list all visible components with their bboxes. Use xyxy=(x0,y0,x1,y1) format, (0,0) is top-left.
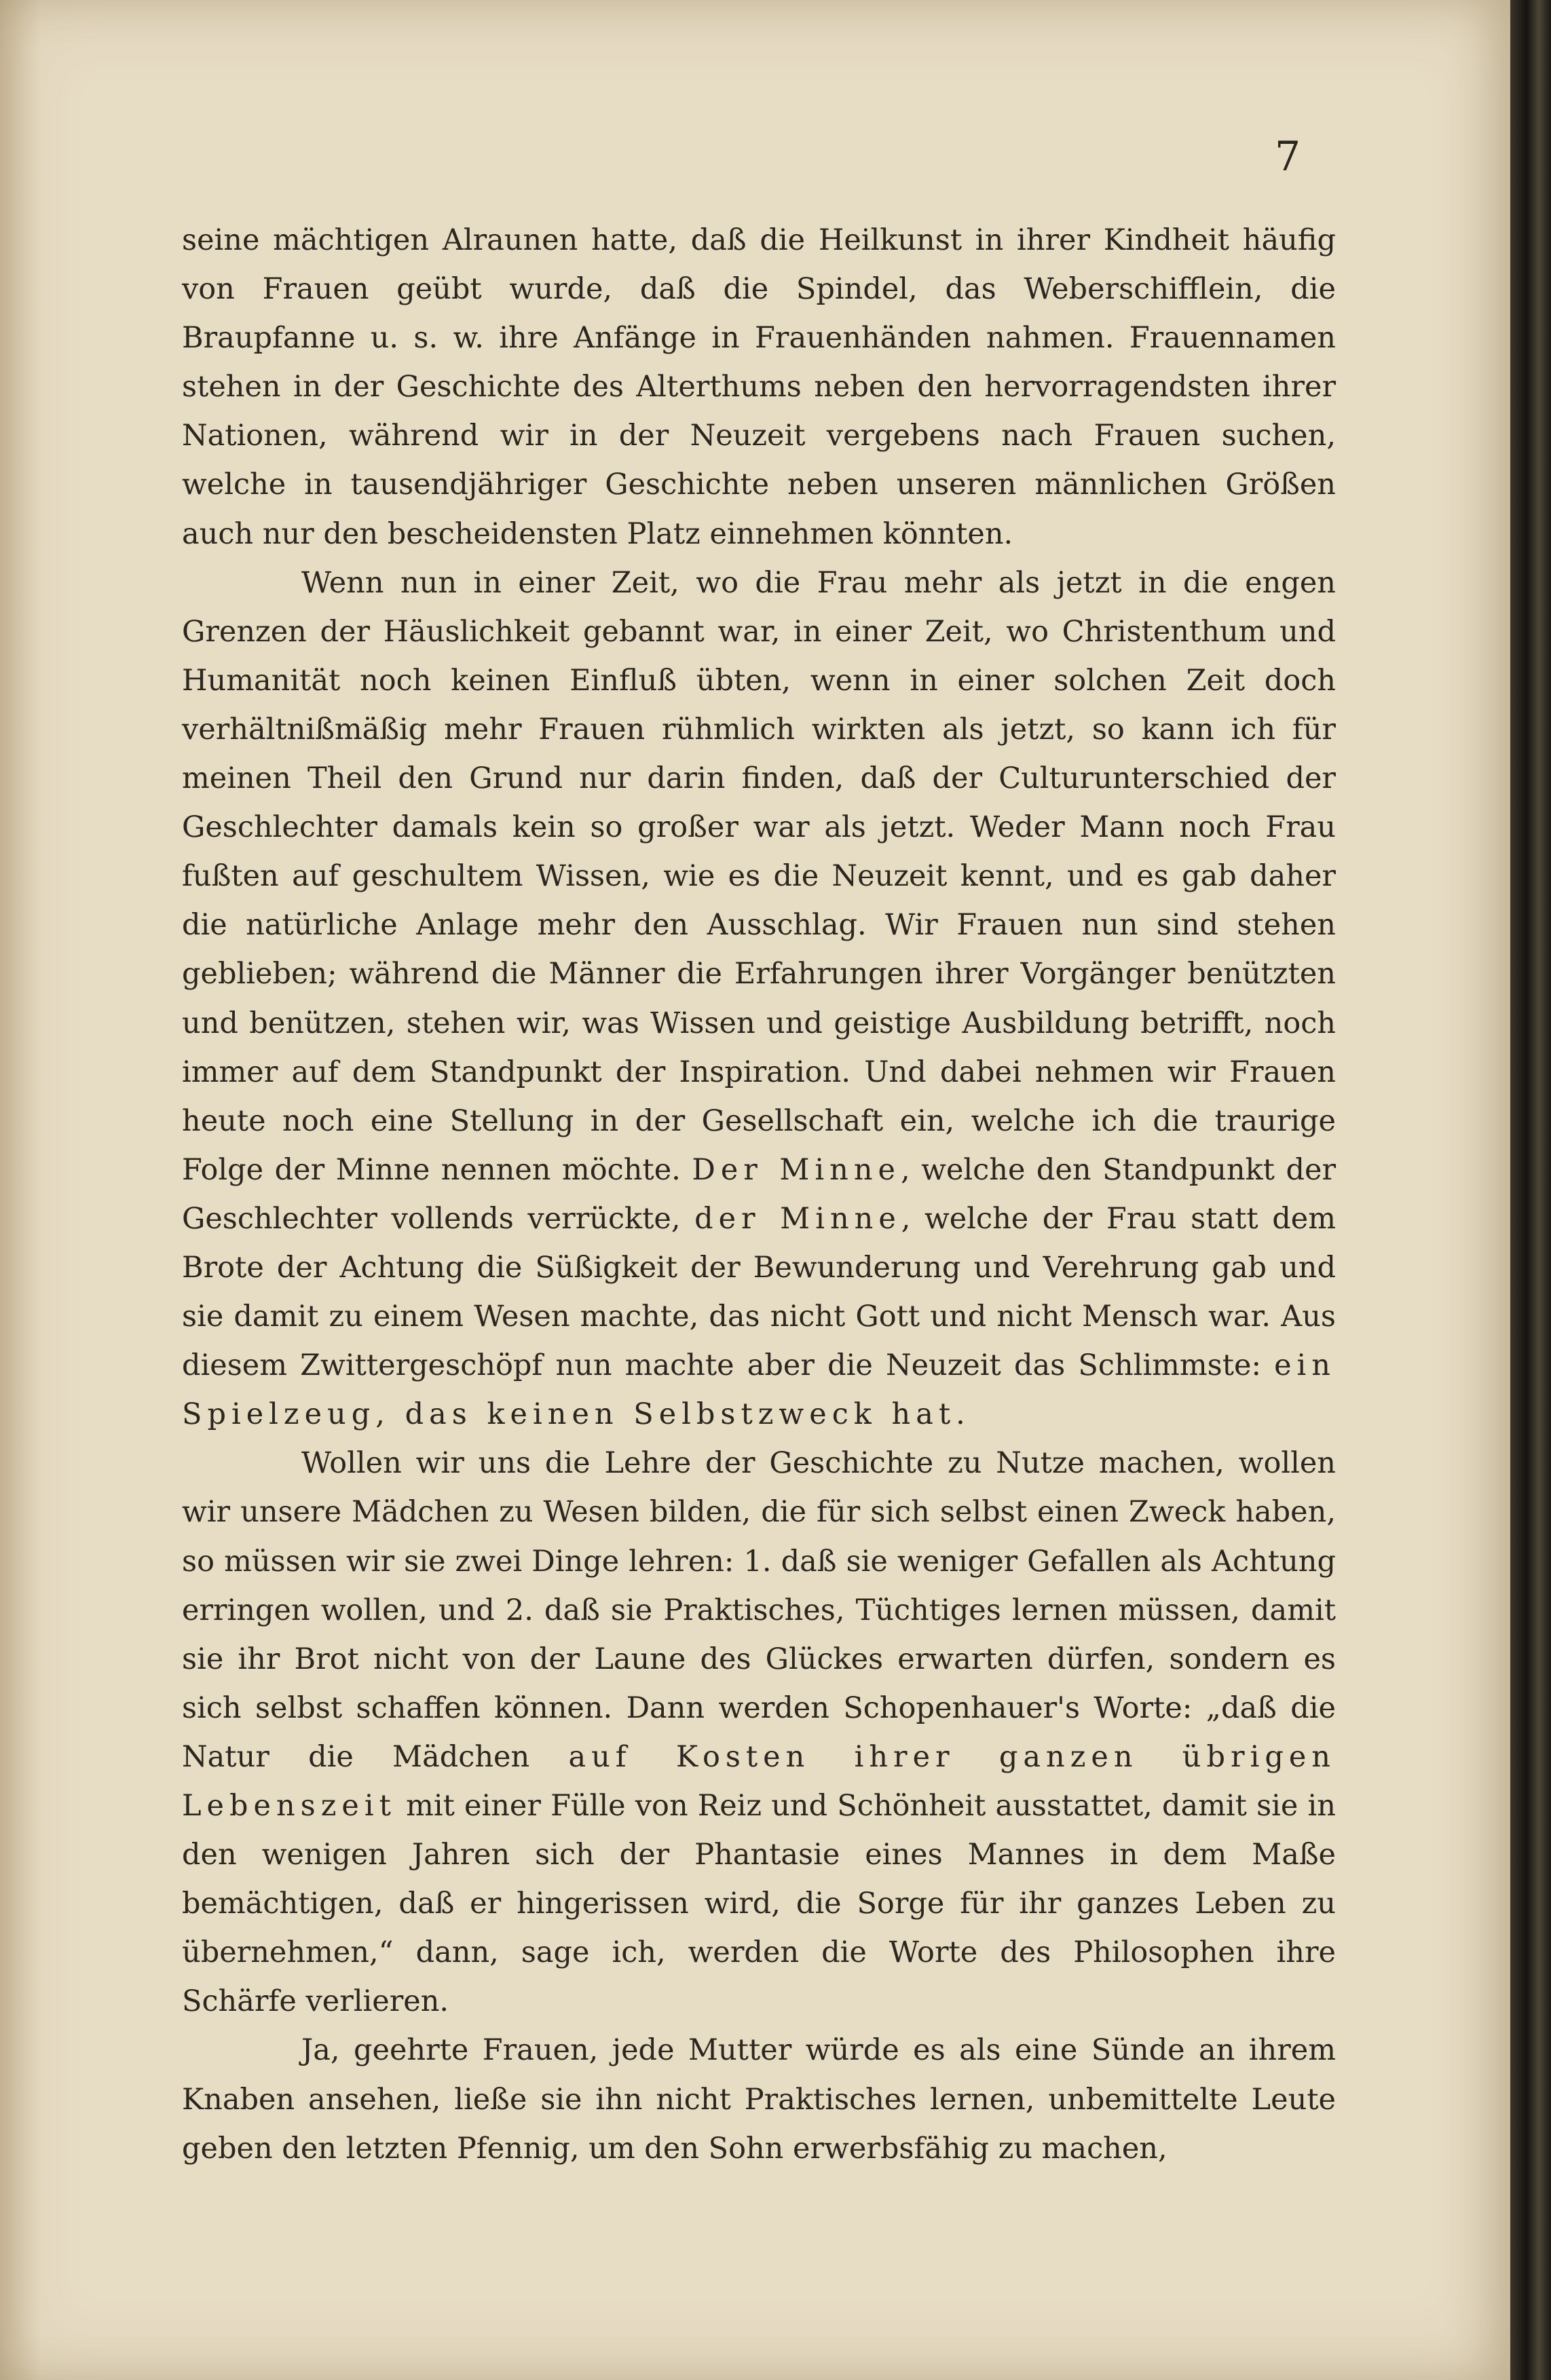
page-fold-shadow xyxy=(0,0,41,2380)
paragraph-2-text-a: Wenn nun in einer Zeit, wo die Frau mehr als jetzt in die engen Grenzen der Häuslichkeit gebannt war, in einer Zeit, wo Christenthum und Humanität noch keinen Einfluß übten, wenn in einer solchen Zeit doch verhältnißmäßig mehr Frauen rühmlich wirkten als jetzt, so kann ich für meinen Theil den Grund nur darin finden, daß der Culturunterschied der Geschlechter damals kein so großer war als jetzt. Weder Mann noch Frau fußten auf geschultem Wissen, wie es die Neuzeit kennt, und es gab daher die natürliche Anlage mehr den Ausschlag. Wir Frauen nun sind stehen geblieben; während die Männer die Erfahrungen ihrer Vorgänger benützten und benützen, stehen wir, was Wissen und geistige Ausbildung betrifft, noch immer auf dem Standpunkt der Inspiration. Und dabei nehmen wir Frauen heute noch eine Stellung in der Gesellschaft ein, welche ich die traurige Folge der Minne nennen möchte. xyxy=(182,565,1336,1187)
paragraph-3-text-b: mit einer Fülle von Reiz und Schönheit ausstattet, damit sie in den wenigen Jahren sich der Phantasie eines Mannes in dem Maße bemächtigen, daß er hingerissen wird, die Sorge für ihr ganzes Leben zu übernehmen,“ dann, sage ich, werden die Worte des Philosophen ihre Schärfe verlieren. xyxy=(182,1789,1336,2019)
paragraph-3-text-a: Wollen wir uns die Lehre der Geschichte zu Nutze machen, wollen wir unsere Mädchen zu Wesen bilden, die für sich selbst einen Zweck haben, so müssen wir sie zwei Dinge lehren: 1. daß sie weniger Gefallen als Achtung erringen wollen, und 2. daß sie Praktisches, Tüchtiges lernen müssen, damit sie ihr Brot nicht von der Laune des Glückes erwarten dürfen, sondern es sich selbst schaffen können. Dann werden Schopenhauer's Worte: „daß die Natur die Mädchen xyxy=(182,1446,1336,1774)
emphasis-der-minne-2: der Minne xyxy=(694,1201,901,1236)
paragraph-2 xyxy=(182,559,1336,1439)
paragraph-2-text-c: , welche der Frau statt dem Brote der Achtung die Süßigkeit der Bewunderung und Verehrung gab und sie damit zu einem Wesen machte, das nicht Gott und nicht Mensch war. Aus diesem Zwittergeschöpf nun machte aber die Neuzeit das Schlimmste: xyxy=(182,1201,1336,1383)
paragraph-1: seine mächtigen Alraunen hatte, daß die Heilkunst in ihrer Kindheit häufig von Frauen geübt wurde, daß die Spindel, das Weberschifflein, die Braupfanne u. s. w. ihre Anfänge in Frauenhänden nahmen. Frauennamen stehen in der Geschichte des Alterthums neben den hervorragendsten ihrer Nationen, während wir in der Neuzeit vergebens nach Frauen suchen, welche in tausendjähriger Geschichte neben unseren männlichen Größen auch nur den bescheidensten Platz einnehmen könnten. xyxy=(182,223,1336,551)
paragraph-2-text-b: , welche den Standpunkt der Geschlechter vollends verrückte, xyxy=(182,1152,1337,1236)
emphasis-der-minne-1: Der Minne xyxy=(692,1152,901,1187)
book-binding-edge xyxy=(1510,0,1551,2380)
page-body-text xyxy=(182,216,1336,2173)
page-number: 7 xyxy=(1275,133,1301,181)
paragraph-3 xyxy=(182,1439,1336,2026)
paragraph-4: Ja, geehrte Frauen, jede Mutter würde es als eine Sünde an ihrem Knaben ansehen, ließe sie ihn nicht Praktisches lernen, unbemittelte Leute geben den letzten Pfennig, um den Sohn erwerbsfähig zu machen, xyxy=(182,2033,1336,2166)
emphasis-lebenszeit: auf Kosten ihrer ganzen übrigen Lebenszeit xyxy=(182,1739,1336,1823)
emphasis-spielzeug: ein Spielzeug, das keinen Selbstzweck hat. xyxy=(182,1348,1336,1432)
